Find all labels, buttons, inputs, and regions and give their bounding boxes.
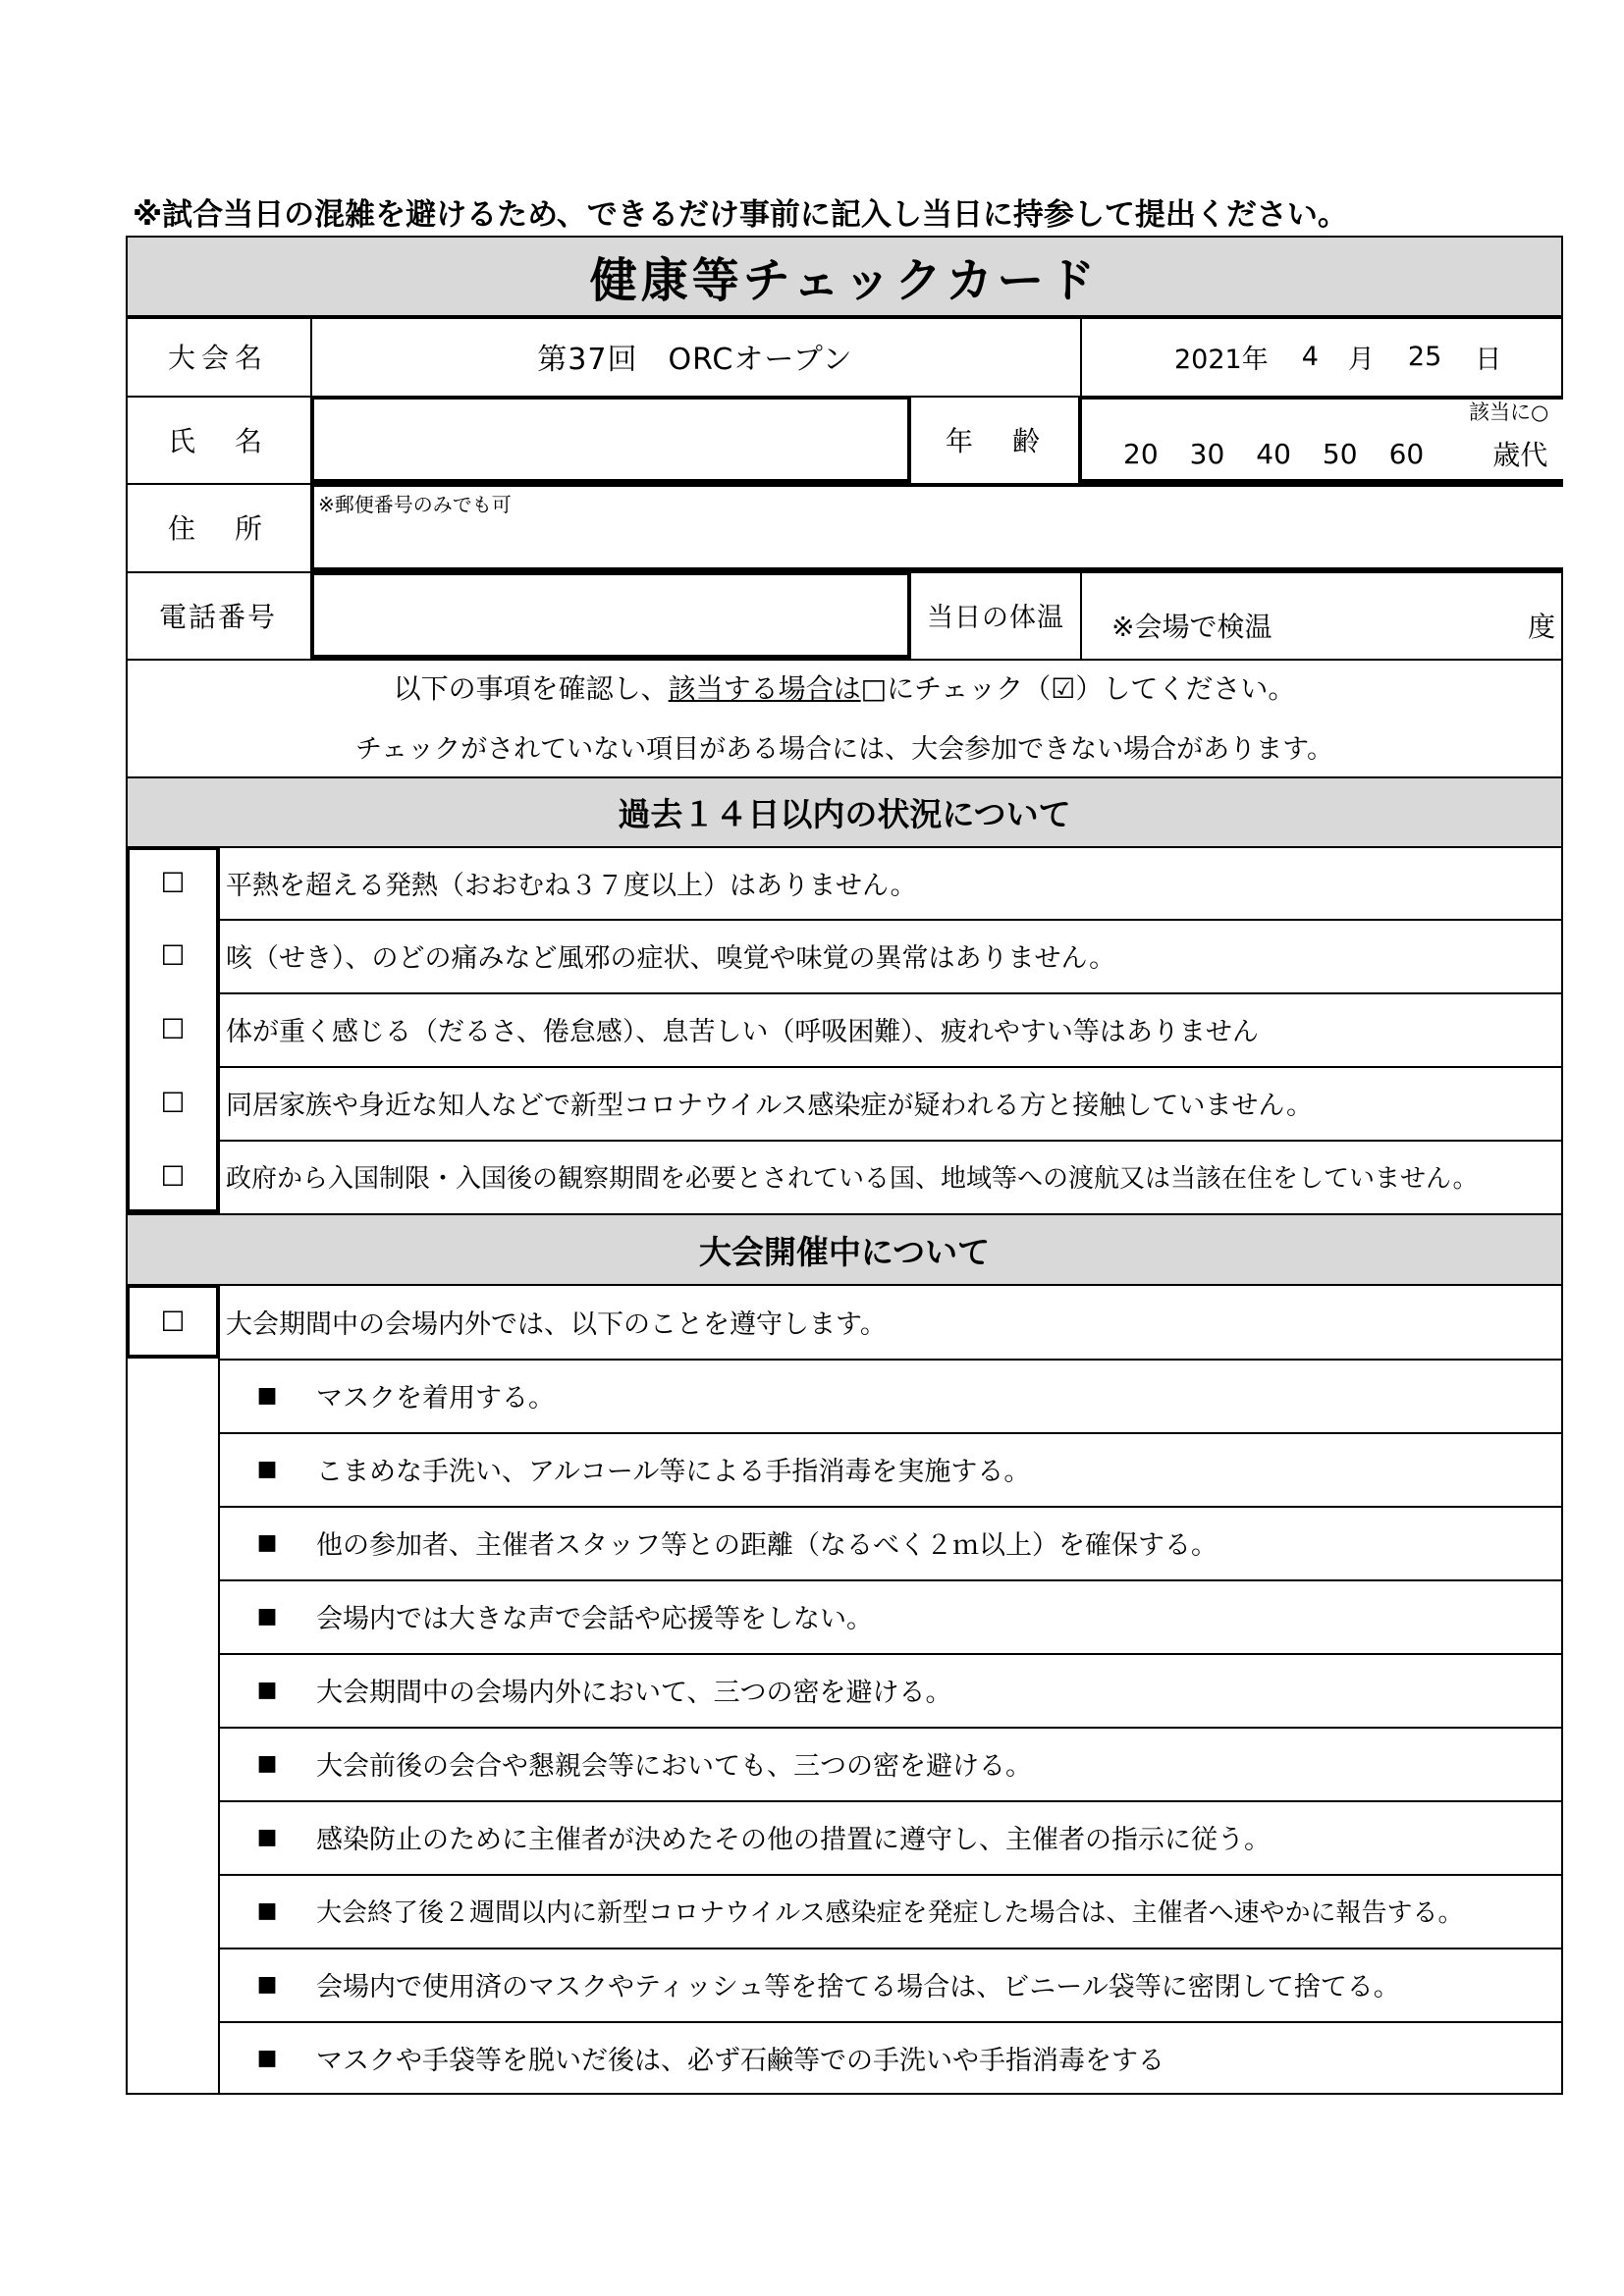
age-option[interactable]: 60 xyxy=(1388,437,1425,470)
date-day-unit: 日 xyxy=(1475,344,1502,375)
bullet-icon: ■ xyxy=(256,1383,278,1408)
age-option[interactable]: 20 xyxy=(1123,437,1159,470)
age-unit: 歳代 xyxy=(1492,439,1548,471)
instruction-text: 以下の事項を確認し、 xyxy=(393,672,669,705)
section1-heading: 過去１４日以内の状況について xyxy=(128,778,1561,846)
event-date xyxy=(1082,317,1563,396)
date-year: 2021年 xyxy=(1174,344,1269,375)
section1-item: 咳（せき）、のどの痛みなど風邪の症状、嗅覚や味覚の異常はありません。 xyxy=(226,943,1116,974)
name-input[interactable] xyxy=(310,396,911,483)
bullet-item: 会場内では大きな声で会話や応援等をしない。 xyxy=(316,1604,873,1634)
phone-label: 電話番号 xyxy=(158,600,277,633)
bullet-icon: ■ xyxy=(256,1604,278,1629)
checkbox[interactable]: ☐ xyxy=(160,866,186,899)
checkbox[interactable]: ☐ xyxy=(160,1305,186,1338)
instruction-underline: 該当する場合は xyxy=(668,672,861,705)
date-day: 25 xyxy=(1407,341,1442,372)
instruction-text: □にチェック（☑）してください。 xyxy=(860,672,1296,705)
temperature-label: 当日の体温 xyxy=(927,603,1064,633)
bullet-item: 大会終了後２週間以内に新型コロナウイルス感染症を発症した場合は、主催者へ速やかに報告する。 xyxy=(316,1898,1464,1928)
section1-item: 政府から入国制限・入国後の観察期間を必要とされている国、地域等への渡航又は当該在住をしていません。 xyxy=(226,1164,1479,1194)
temperature-value: ※会場で検温 xyxy=(1111,610,1272,643)
bullet-icon: ■ xyxy=(256,1530,278,1555)
age-note: 該当に○ xyxy=(1469,400,1549,424)
bullet-icon: ■ xyxy=(256,1751,278,1776)
age-options xyxy=(1082,432,1563,475)
section2-main-item: 大会期間中の会場内外では、以下のことを遵守します。 xyxy=(226,1308,887,1340)
row-divider xyxy=(126,659,1563,661)
age-option[interactable]: 40 xyxy=(1256,437,1291,470)
age-label: 年 齢 xyxy=(945,424,1046,457)
bullet-icon: ■ xyxy=(256,1457,278,1481)
temperature-unit: 度 xyxy=(1527,610,1555,643)
age-option[interactable]: 50 xyxy=(1322,437,1358,470)
bullet-item: 会場内で使用済のマスクやティッシュ等を捨てる場合は、ビニール袋等に密閉して捨てる。 xyxy=(316,1972,1400,2002)
date-month: 4 xyxy=(1301,341,1319,372)
bullet-item: マスクを着用する。 xyxy=(316,1383,555,1414)
checkbox[interactable]: ☐ xyxy=(160,1013,186,1045)
checkbox[interactable]: ☐ xyxy=(160,1087,186,1119)
bullet-item: こまめな手洗い、アルコール等による手指消毒を実施する。 xyxy=(316,1457,1031,1487)
section2-heading: 大会開催中について xyxy=(128,1215,1561,1284)
bullet-icon: ■ xyxy=(256,2046,278,2070)
bullet-item: 大会期間中の会場内外において、三つの密を避ける。 xyxy=(316,1678,952,1708)
section1-item: 同居家族や身近な知人などで新型コロナウイルス感染症が疑われる方と接触していません。 xyxy=(226,1091,1313,1121)
section1-item: 体が重く感じる（だるさ、倦怠感）、息苦しい（呼吸困難）、疲れやすい等はありません xyxy=(226,1017,1259,1047)
bullet-item: マスクや手袋等を脱いだ後は、必ず石鹸等での手洗いや手指消毒をする xyxy=(316,2046,1164,2076)
event-name-field[interactable]: 第37回 ORCオープン xyxy=(537,343,853,377)
instruction-line-2: チェックがされていない項目がある場合には、大会参加できない場合があります。 xyxy=(354,733,1334,765)
card-title: 健康等チェックカード xyxy=(589,253,1100,308)
bullet-icon: ■ xyxy=(256,1678,278,1702)
submission-notice: ※試合当日の混雑を避けるため、できるだけ事前に記入し当日に持参して提出ください。 xyxy=(133,197,1348,233)
name-label: 氏 名 xyxy=(167,424,268,457)
temperature-field[interactable] xyxy=(1082,571,1563,659)
section1-item: 平熱を超える発熱（おおむね３７度以上）はありません。 xyxy=(226,870,917,901)
bullet-item: 感染防止のために主催者が決めたその他の措置に遵守し、主催者の指示に従う。 xyxy=(316,1825,1271,1855)
event-name-label: 大会名 xyxy=(167,342,268,374)
address-label: 住 所 xyxy=(167,512,268,545)
address-note: ※郵便番号のみでも可 xyxy=(318,493,512,516)
bullet-item: 他の参加者、主催者スタッフ等との距離（なるべく２ｍ以上）を確保する。 xyxy=(316,1530,1218,1561)
bullet-icon: ■ xyxy=(256,1972,278,1997)
checkbox[interactable]: ☐ xyxy=(160,939,186,972)
date-month-unit: 月 xyxy=(1347,344,1375,375)
instruction-line-1 xyxy=(126,663,1563,712)
bullet-icon: ■ xyxy=(256,1898,278,1923)
checkbox[interactable]: ☐ xyxy=(160,1160,186,1193)
bullet-item: 大会前後の会合や懇親会等においても、三つの密を避ける。 xyxy=(316,1751,1032,1782)
age-option[interactable]: 30 xyxy=(1189,437,1225,470)
phone-input[interactable] xyxy=(310,571,911,659)
bullet-icon: ■ xyxy=(256,1825,278,1849)
